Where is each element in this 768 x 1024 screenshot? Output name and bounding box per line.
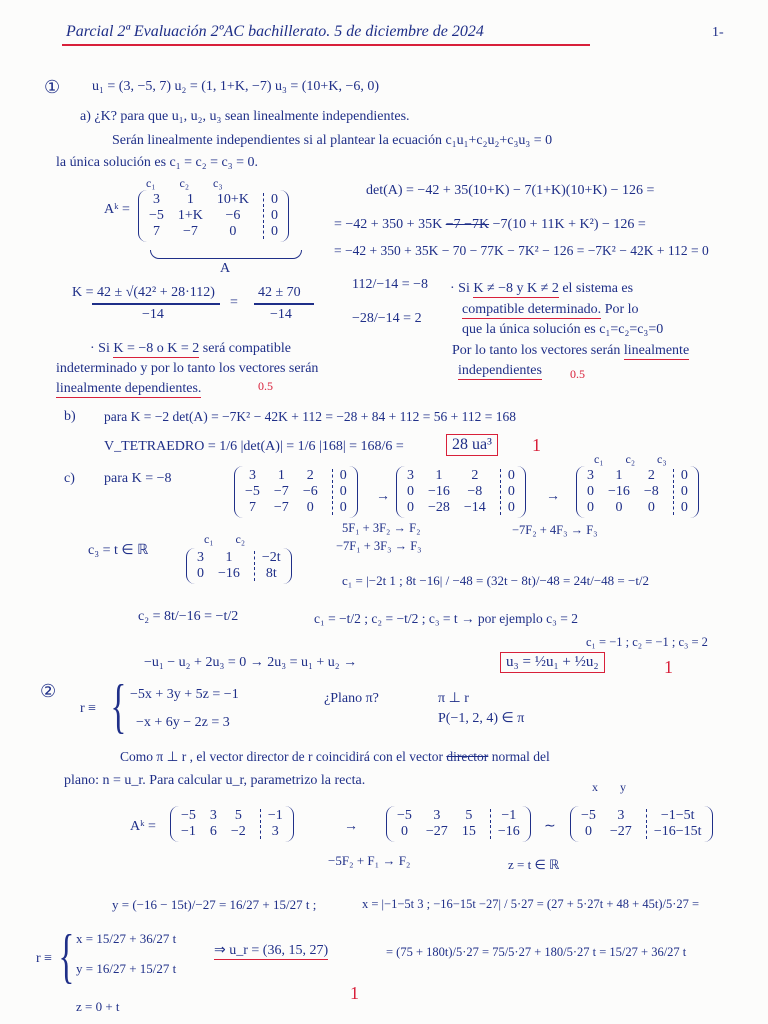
matrix-c-1-cell: 7 (248, 500, 256, 515)
matrix-a-cell: 10+K (216, 192, 249, 207)
part-c-label: c) (64, 471, 75, 486)
row-op-2: −7F₁ + 3F₃ → F₃ (336, 539, 422, 553)
case-2-line-1-a: · Si (90, 341, 114, 356)
matrix-2-c-cell: −1−5t (646, 809, 702, 823)
part-c-score: 1 (664, 657, 673, 677)
matrix-2-a-cell: −1 (181, 824, 196, 839)
matrix-c-4-cell: 3 (197, 550, 204, 565)
case-2-score: 0.5 (258, 379, 273, 393)
case-1-line-4 (452, 344, 689, 358)
case-1-line-3: que la única solución es c₁=c₂=c₃=0 (462, 322, 664, 337)
part-b-det: para K = −2 det(A) = −7K² − 42K + 112 = −28 + 84 + 112 = 56 + 112 = 168 (104, 409, 516, 424)
k-formula-mid-bar (254, 303, 314, 305)
matrix-c-2-cell: −28 (428, 500, 450, 515)
part-b-result-box: 28 ua³ (446, 434, 498, 456)
case-1-independientes: independientes (458, 363, 542, 378)
matrix-c-4-headers (204, 532, 245, 547)
case-2-line-2: indeterminado y por lo tanto los vectores serán (56, 361, 319, 376)
matrix-2-a-cell: 3 (209, 808, 217, 823)
matrix-a-cell: 0 (263, 209, 278, 223)
arrow-3: → (344, 819, 358, 834)
matrix-2-c-header: x (592, 780, 598, 794)
explain-line-1-a: Como π ⊥ r , el vector director de r coincidirá con el vector (120, 749, 447, 764)
matrix-a-label: Aᵏ = (104, 202, 130, 217)
det-line-2-b: −7(10 + 11K + K²) − 126 = (489, 217, 646, 232)
matrix-c-2-cell: 0 (407, 500, 414, 515)
matrix-a-brace (150, 250, 302, 259)
r-param-z: z = 0 + t (76, 999, 120, 1014)
root-1: 112/−14 = −8 (352, 277, 429, 292)
matrix-2-b-cell: 0 (400, 824, 408, 839)
part-a-explain-2: la única solución es c₁ = c₂ = c₃ = 0. (56, 155, 258, 170)
matrix-c-3-cell: 0 (587, 484, 594, 499)
arrow-2: → (546, 489, 560, 504)
matrix-c-3-header: c₁ (594, 452, 604, 466)
c2-formula: c₂ = 8t/−16 = −t/2 (138, 609, 239, 624)
matrix-2-a-cell: 3 (260, 825, 283, 839)
matrix-2-c (570, 806, 713, 842)
case-1-line-2 (462, 303, 639, 317)
matrix-2-a-cell: −2 (230, 824, 246, 839)
part-b-volume: V_TETRAEDRO = 1/6 |det(A)| = 1/6 |168| = 168/6 = (104, 439, 404, 454)
matrix-c-4-header: c₂ (235, 532, 246, 546)
matrix-c-2-cell: 0 (407, 484, 414, 499)
case-2-line-1 (90, 342, 291, 356)
row-op-3: −7F₂ + 4F₃ → F₃ (512, 523, 598, 537)
plane-point: P(−1, 2, 4) ∈ π (438, 711, 525, 726)
matrix-2-c-cell: 3 (617, 808, 625, 823)
matrix-c-2-cell: −8 (467, 484, 483, 499)
matrix-2-b-cell: −5 (397, 808, 412, 823)
matrix-c-3-headers (594, 452, 667, 467)
k-formula-bar (92, 303, 220, 305)
explain-line-1-b: normal del (488, 749, 550, 764)
matrix-c-1-cell: 0 (332, 469, 347, 483)
matrix-c-3-cell: 1 (615, 468, 623, 483)
arrow-1: → (376, 489, 390, 504)
part-a-question: a) ¿K? para que u₁, u₂, u₃ sean linealmente independientes. (80, 109, 410, 124)
matrix-2-c-cell: −16−15t (646, 825, 702, 839)
y-equation: y = (−16 − 15t)/−27 = 16/27 + 15/27 t ; (112, 897, 317, 912)
matrix-c-1-cell: 0 (332, 485, 347, 499)
part-b-label: b) (64, 409, 76, 424)
matrix-2-c-cell: −27 (609, 824, 632, 839)
matrix-c-3-cell: 0 (587, 500, 594, 515)
det-line-1: det(A) = −42 + 35(10+K) − 7(1+K)(10+K) − 126 = (366, 183, 655, 198)
r-param-x: x = 15/27 + 36/27 t (76, 931, 177, 946)
matrix-c-3-cell: 2 (647, 468, 655, 483)
matrix-a-cell: 1+K (177, 208, 203, 223)
case-1-line-4-a: Por lo tanto los vectores serán (452, 343, 624, 358)
matrix-2-a-cell: −5 (181, 808, 196, 823)
problem-2-score: 1 (350, 983, 359, 1003)
matrix-c-1-cell: −5 (245, 484, 260, 499)
plane-perpendicular: π ⊥ r (438, 691, 469, 706)
matrix-c-3-cell: −8 (643, 484, 659, 499)
tilde-equiv: ∼ (544, 819, 556, 834)
case-1-score: 0.5 (570, 367, 585, 381)
x-equation: x = |−1−5t 3 ; −16−15t −27| / 5·27 = (27 + 5·27t + 48 + 45t)/5·27 = (362, 897, 700, 911)
row-op-1: 5F₁ + 3F₂ → F₂ (342, 521, 421, 535)
matrix-2-c-cell: 0 (584, 824, 592, 839)
matrix-2-b-cell: 5 (465, 808, 473, 823)
matrix-2-a (170, 806, 294, 842)
problem-1-vectors: u₁ = (3, −5, 7) u₂ = (1, 1+K, −7) u₃ = (10+K, −6, 0) (92, 79, 379, 94)
k-formula-eq: = (230, 295, 238, 310)
case-1-line-2-b: Por lo (601, 302, 639, 317)
matrix-a-header: c₁ (146, 176, 156, 190)
case-1-condition: K ≠ −8 y K ≠ 2 (473, 281, 559, 296)
matrix-c-2-cell: 1 (435, 468, 443, 483)
matrix-2-b-cell: −1 (490, 809, 520, 823)
explain-line-1 (120, 750, 550, 764)
part-c-result-box: u₃ = ½u₁ + ½u₂ (500, 652, 605, 673)
det-line-2-strike: −7 −7K (445, 217, 490, 232)
page-number: 1- (712, 25, 724, 40)
matrix-a-cell: 0 (229, 224, 237, 239)
case-1-line-1-b: el sistema es (558, 281, 634, 296)
r-param-label: r ≡ (36, 951, 53, 966)
matrix-2-c-cell: −5 (581, 808, 596, 823)
matrix-c-2-cell: −16 (428, 484, 450, 499)
combination-line: −u₁ − u₂ + 2u₃ = 0 → 2u₃ = u₁ + u₂ → (144, 655, 358, 670)
row-op-4: −5F₂ + F₁ → F₂ (328, 853, 411, 868)
matrix-a-header: c₃ (213, 176, 223, 190)
matrix-c-4-cell: −2t (254, 551, 281, 565)
matrix-c-4-cell: 0 (197, 566, 204, 581)
case-1-linealmente: linealmente (623, 343, 690, 358)
matrix-c-1-cell: 3 (248, 468, 256, 483)
matrix-a-header: c₂ (179, 176, 190, 190)
matrix-2-a-cell: 6 (209, 824, 217, 839)
matrix-c-1-cell: −7 (273, 484, 289, 499)
matrix-c-3-cell: −16 (608, 484, 630, 499)
matrix-a-cell: 7 (152, 224, 160, 239)
det-line-2 (334, 218, 646, 232)
matrix-c-3 (576, 466, 699, 518)
system-brace: { (110, 673, 127, 739)
root-2: −28/−14 = 2 (352, 311, 422, 326)
part-c-k: para K = −8 (104, 471, 172, 486)
exam-title: Parcial 2ª Evaluación 2ºAC bachillerato. 5 de diciembre de 2024 (66, 23, 484, 40)
param-c3: c₃ = t ∈ ℝ (88, 543, 149, 558)
matrix-2-b-cell: 3 (433, 808, 441, 823)
matrix-2-c-header: y (620, 780, 626, 794)
case-2-line-3 (56, 382, 201, 396)
case-2-line-1-b: será compatible (199, 341, 292, 356)
matrix-a-cell: −6 (225, 208, 241, 223)
matrix-2-b-cell: −16 (490, 825, 520, 839)
solution-line: c₁ = −t/2 ; c₂ = −t/2 ; c₃ = t → por ejemplo c₃ = 2 (314, 611, 578, 626)
matrix-c-1-cell: 2 (306, 468, 314, 483)
matrix-c-3-cell: 0 (673, 501, 688, 515)
matrix-c-4-cell: 8t (254, 567, 281, 581)
matrix-c-3-header: c₃ (657, 452, 667, 466)
matrix-c-1-cell: 1 (277, 468, 285, 483)
c1-formula: c₁ = |−2t 1 ; 8t −16| / −48 = (32t − 8t)/−48 = 24t/−48 = −t/2 (342, 573, 650, 588)
solution-example: c₁ = −1 ; c₂ = −1 ; c₃ = 2 (586, 635, 708, 649)
matrix-c-1 (234, 466, 358, 518)
k-formula-mid: 42 ± 70 (258, 285, 301, 300)
explain-line-2: plano: n = u_r. Para calcular u_r, parametrizo la recta. (64, 773, 366, 788)
matrix-a-headers (146, 176, 223, 191)
matrix-c-3-cell: 0 (673, 469, 688, 483)
x-final: = (75 + 180t)/5·27 = 75/5·27 + 180/5·27 t = 15/27 + 36/27 t (386, 945, 687, 959)
matrix-c-2-cell: 3 (407, 468, 414, 483)
matrix-a-brace-label: A (220, 261, 231, 276)
matrix-2-label: Aᵏ = (130, 819, 156, 834)
matrix-2-c-headers (592, 780, 626, 795)
matrix-2-b-cell: −27 (425, 824, 448, 839)
det-line-2-a: = −42 + 350 + 35K (334, 217, 446, 232)
direction-vector-value: ⇒ u_r = (36, 15, 27) (214, 943, 329, 958)
case-1-compatible: compatible determinado. (462, 302, 602, 317)
matrix-c-2-cell: −14 (463, 500, 486, 515)
matrix-c-3-cell: 0 (673, 485, 688, 499)
problem-1-number: ① (44, 77, 61, 97)
matrix-c-1-cell: −7 (273, 500, 289, 515)
plane-question: ¿Plano π? (324, 691, 379, 706)
matrix-2-a-cell: −1 (260, 809, 283, 823)
det-line-3: = −42 + 350 + 35K − 70 − 77K − 7K² − 126 = −7K² − 42K + 112 = 0 (334, 243, 709, 258)
case-2-condition: K = −8 o K = 2 (113, 341, 200, 356)
matrix-2-a-cell: 5 (234, 808, 242, 823)
matrix-c-1-cell: 0 (332, 501, 347, 515)
matrix-c-1-cell: −6 (302, 484, 318, 499)
matrix-2-b (386, 806, 531, 842)
part-b-score: 1 (532, 435, 541, 455)
matrix-a-cell: 0 (263, 225, 278, 239)
explain-line-1-strike: director (446, 749, 489, 764)
matrix-c-2-cell: 0 (500, 469, 515, 483)
matrix-c-3-header: c₂ (625, 452, 636, 466)
case-2-dependientes: linealmente dependientes. (56, 381, 202, 396)
case-1-line-1 (450, 282, 633, 296)
k-formula-num: K = 42 ± √(42² + 28·112) (72, 285, 215, 300)
matrix-a-cell: 1 (186, 192, 194, 207)
matrix-c-2-cell: 0 (500, 485, 515, 499)
matrix-c-2-cell: 2 (471, 468, 479, 483)
matrix-c-4-header: c₁ (204, 532, 214, 546)
matrix-c-1-cell: 0 (306, 500, 314, 515)
matrix-c-2 (396, 466, 526, 518)
line-r-eq-2: −x + 6y − 2z = 3 (136, 715, 230, 730)
line-r-label: r ≡ (80, 701, 97, 716)
title-underline (62, 44, 590, 46)
matrix-a (138, 190, 289, 242)
matrix-c-3-cell: 0 (647, 500, 655, 515)
matrix-c-3-cell: 3 (587, 468, 594, 483)
matrix-a-cell: 3 (152, 192, 160, 207)
matrix-c-4-cell: −16 (218, 566, 240, 581)
k-formula-mid-den: −14 (270, 307, 292, 322)
matrix-c-3-cell: 0 (615, 500, 623, 515)
case-1-line-5 (458, 364, 542, 378)
matrix-c-2-cell: 0 (500, 501, 515, 515)
matrix-a-cell: −5 (149, 208, 164, 223)
direction-vector (214, 944, 328, 958)
case-1-line-1-a: · Si (450, 281, 474, 296)
matrix-c-4 (186, 548, 292, 584)
problem-2-number: ② (40, 681, 57, 701)
param-brace: { (58, 923, 75, 989)
matrix-c-4-cell: 1 (225, 550, 233, 565)
matrix-a-cell: −7 (182, 224, 198, 239)
r-param-y: y = 16/27 + 15/27 t (76, 961, 177, 976)
matrix-a-cell: 0 (263, 193, 278, 207)
matrix-2-b-cell: 15 (461, 824, 476, 839)
part-a-explain-1: Serán linealmente independientes si al plantear la ecuación c₁u₁+c₂u₂+c₃u₃ = 0 (112, 133, 553, 148)
line-r-eq-1: −5x + 3y + 5z = −1 (130, 687, 239, 702)
z-param: z = t ∈ ℝ (508, 857, 560, 872)
k-formula-den: −14 (142, 307, 164, 322)
